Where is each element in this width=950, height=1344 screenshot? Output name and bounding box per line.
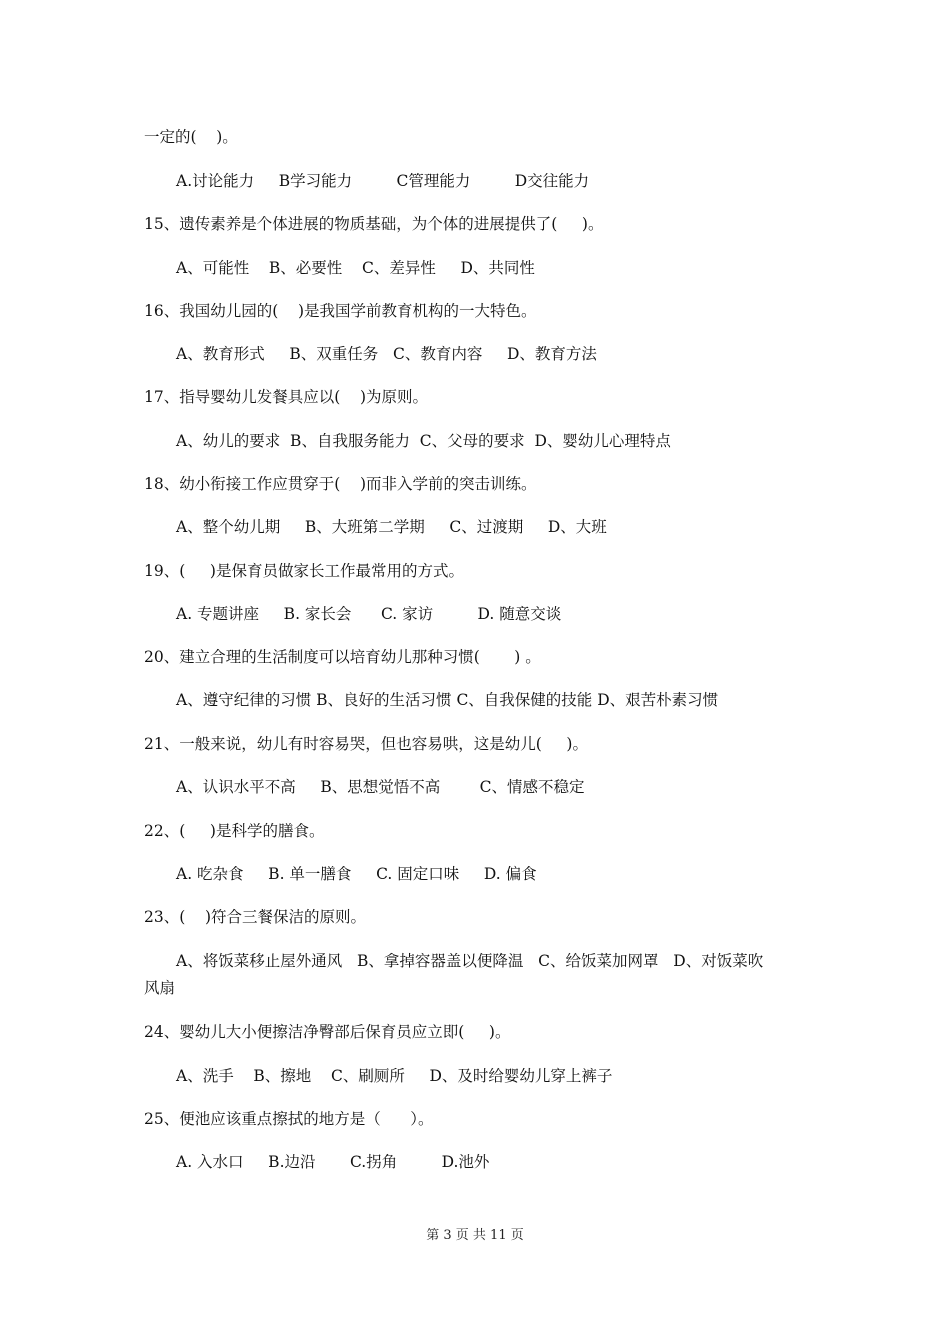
question-16-options: A、教育形式 B、双重任务 C、教育内容 D、教育方法 <box>176 345 597 363</box>
question-17-options: A、幼儿的要求 B、自我服务能力 C、父母的要求 D、婴幼儿心理特点 <box>176 432 671 450</box>
question-18: 18、幼小衔接工作应贯穿于( )而非入学前的突击训练。 <box>144 475 537 493</box>
page-number-footer: 第 3 页 共 11 页 <box>426 1228 524 1243</box>
question-14-options: A.讨论能力 B学习能力 C管理能力 D交往能力 <box>176 172 590 190</box>
question-22: 22、( )是科学的膳食。 <box>144 822 325 840</box>
question-21: 21、一般来说，幼儿有时容易哭，但也容易哄，这是幼儿( )。 <box>144 735 588 753</box>
question-14-continuation: 一定的( )。 <box>144 128 238 146</box>
question-22-options: A. 吃杂食 B. 单一膳食 C. 固定口味 D. 偏食 <box>176 865 537 883</box>
question-24-options: A、洗手 B、擦地 C、刷厕所 D、及时给婴幼儿穿上裤子 <box>176 1067 613 1085</box>
question-20-options: A、遵守纪律的习惯 B、良好的生活习惯 C、自我保健的技能 D、艰苦朴素习惯 <box>176 691 719 709</box>
question-18-options: A、整个幼儿期 B、大班第二学期 C、过渡期 D、大班 <box>176 518 607 536</box>
question-15: 15、遗传素养是个体进展的物质基础，为个体的进展提供了( )。 <box>144 215 604 233</box>
question-19: 19、( )是保育员做家长工作最常用的方式。 <box>144 562 464 580</box>
question-25: 25、便池应该重点擦拭的地方是（ ）。 <box>144 1110 434 1128</box>
question-19-options: A. 专题讲座 B. 家长会 C. 家访 D. 随意交谈 <box>176 605 562 623</box>
question-20: 20、建立合理的生活制度可以培育幼儿那种习惯( ) 。 <box>144 648 541 666</box>
question-15-options: A、可能性 B、必要性 C、差异性 D、共同性 <box>176 259 535 277</box>
question-23: 23、( )符合三餐保洁的原则。 <box>144 908 367 926</box>
question-24: 24、婴幼儿大小便擦洁净臀部后保育员应立即( )。 <box>144 1023 511 1041</box>
question-17: 17、指导婴幼儿发餐具应以( )为原则。 <box>144 388 429 406</box>
question-23-options-wrap: 风扇 <box>144 979 176 997</box>
question-16: 16、我国幼儿园的( )是我国学前教育机构的一大特色。 <box>144 302 537 320</box>
question-21-options: A、认识水平不高 B、思想觉悟不高 C、情感不稳定 <box>176 778 585 796</box>
question-25-options: A. 入水口 B.边沿 C.拐角 D.池外 <box>176 1153 490 1171</box>
question-23-options: A、将饭菜移止屋外通风 B、拿掉容器盖以便降温 C、给饭菜加网罩 D、对饭菜吹 <box>176 952 764 970</box>
